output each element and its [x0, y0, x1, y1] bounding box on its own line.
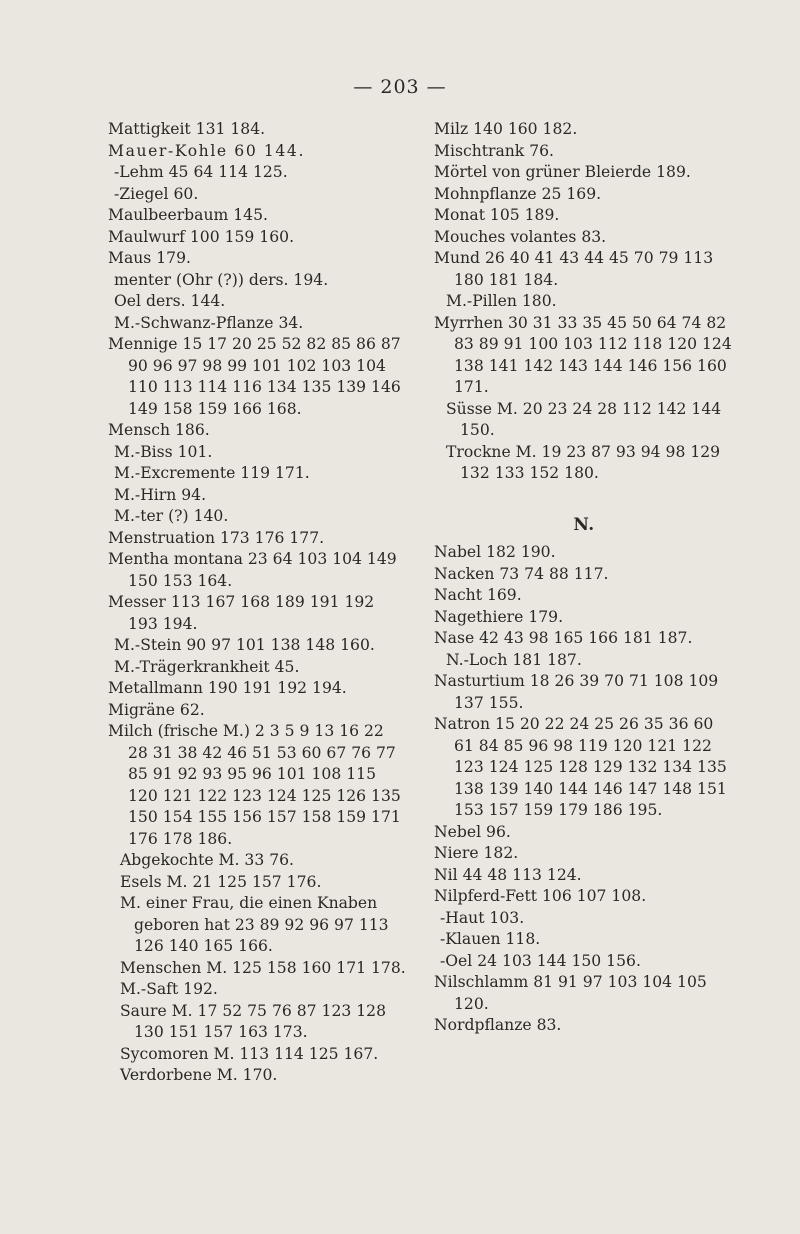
- index-entry: Mennige 15 17 20 25 52 82 85 86 87 90 96 97 98 99 101 102 103 104 110 113 114 116 134 135 139 146 149 158 159 166 168.: [108, 335, 401, 418]
- index-entry: Trockne M. 19 23 87 93 94 98 129 132 133 152 180.: [446, 442, 721, 482]
- index-entry: M.-Trägerkrankheit 45.: [114, 657, 300, 676]
- index-entry: Nacht 169.: [434, 586, 522, 604]
- index-entry: M.-Hirn 94.: [114, 485, 207, 504]
- index-entry: Oel ders. 144.: [114, 292, 226, 310]
- index-entry: -Klauen 118.: [440, 930, 541, 948]
- index-entry: M.-Biss 101.: [114, 442, 213, 461]
- index-entry: Monat 105 189.: [434, 206, 560, 224]
- index-entry: -Ziegel 60.: [114, 184, 199, 203]
- index-entry: Milch (frische M.) 2 3 5 9 13 16 22 28 31 38 42 46 51 53 60 67 76 77 85 91 92 93 95 96 101 108 115 120 121 122 123 124 125 126 135 150 154 155 156 157 158 159 171 176 178 186.: [108, 722, 401, 848]
- index-entry: M.-Stein 90 97 101 138 148 160.: [114, 636, 375, 654]
- index-entry: Maus 179.: [108, 249, 191, 267]
- index-entry: -Lehm 45 64 114 125.: [114, 163, 288, 181]
- index-entry: Niere 182.: [434, 844, 519, 862]
- index-entry: Mischtrank 76.: [434, 141, 554, 160]
- index-entry: Nagethiere 179.: [434, 607, 564, 626]
- index-entry: M.-Schwanz-Pflanze 34.: [114, 313, 304, 332]
- index-entry: Mörtel von grüner Bleierde 189.: [434, 163, 691, 181]
- index-entry: Nasturtium 18 26 39 70 71 108 109 137 155.: [434, 672, 719, 712]
- index-entry: -Oel 24 103 144 150 156.: [440, 951, 641, 970]
- index-entry: Menschen M. 125 158 160 171 178.: [120, 958, 406, 977]
- index-entry: -Haut 103.: [440, 908, 525, 927]
- left-index-column: [108, 119, 406, 1087]
- index-entry: M. einer Frau, die einen Knaben geboren hat 23 89 92 96 97 113 126 140 165 166.: [120, 894, 389, 955]
- index-entry: Süsse M. 20 23 24 28 112 142 144 150.: [446, 399, 722, 439]
- m-entries: [434, 119, 734, 485]
- index-entry: M.-Saft 192.: [120, 980, 218, 998]
- index-entry: Mauer-Kohle 60 144.: [108, 141, 306, 160]
- index-entry: Nebel 96.: [434, 822, 511, 841]
- index-entry: Mohnpflanze 25 169.: [434, 184, 602, 203]
- index-entry: Esels M. 21 125 157 176.: [120, 872, 322, 891]
- index-entry: Nabel 182 190.: [434, 543, 556, 561]
- index-entry: Verdorbene M. 170.: [120, 1066, 278, 1084]
- index-entry: Nil 44 48 113 124.: [434, 865, 582, 884]
- index-entry: Mattigkeit 131 184.: [108, 120, 266, 138]
- index-entry: Messer 113 167 168 189 191 192 193 194.: [108, 593, 375, 633]
- index-entry: menter (Ohr (?)) ders. 194.: [114, 270, 329, 289]
- index-entry: Maulwurf 100 159 160.: [108, 227, 295, 246]
- index-entry: Nacken 73 74 88 117.: [434, 564, 609, 583]
- index-entry: Mund 26 40 41 43 44 45 70 79 113 180 181 184.: [434, 249, 714, 289]
- index-entry: Mouches volantes 83.: [434, 227, 607, 246]
- index-entry: Maulbeerbaum 145.: [108, 206, 268, 224]
- n-entries: [434, 542, 734, 1037]
- index-entry: Mentha montana 23 64 103 104 149 150 153 164.: [108, 550, 397, 590]
- index-entry: Abgekochte M. 33 76.: [120, 851, 294, 869]
- page-number: — 203 —: [353, 76, 447, 98]
- index-entry: Saure M. 17 52 75 76 87 123 128 130 151 157 163 173.: [120, 1001, 387, 1041]
- index-entry: Nilschlamm 81 91 97 103 104 105 120.: [434, 973, 707, 1013]
- index-entry: Milz 140 160 182.: [434, 120, 578, 138]
- index-entry: Metallmann 190 191 192 194.: [108, 679, 347, 697]
- index-entry: M.-Excremente 119 171.: [114, 464, 310, 482]
- index-entry: Nilpferd-Fett 106 107 108.: [434, 887, 647, 905]
- right-index-column: [434, 119, 734, 1037]
- index-entry: M.-Pillen 180.: [446, 292, 557, 310]
- section-heading-n: N.: [573, 514, 595, 535]
- index-entry: Natron 15 20 22 24 25 26 35 36 60 61 84 85 96 98 119 120 121 122 123 124 125 128 129 132 134 135 138 139 140 144 146 147 148 151 153 157 159 179 186 195.: [434, 715, 727, 819]
- index-entry: Nordpflanze 83.: [434, 1016, 562, 1034]
- index-entry: Myrrhen 30 31 33 35 45 50 64 74 82 83 89 91 100 103 112 118 120 124 138 141 142 143 144 146 156 160 171.: [434, 313, 732, 396]
- index-entry: M.-ter (?) 140.: [114, 507, 229, 525]
- index-entry: N.-Loch 181 187.: [446, 650, 582, 669]
- index-entry: Sycomoren M. 113 114 125 167.: [120, 1044, 379, 1063]
- index-entry: Menstruation 173 176 177.: [108, 528, 325, 547]
- index-entry: Mensch 186.: [108, 421, 210, 439]
- index-entry: Nase 42 43 98 165 166 181 187.: [434, 629, 693, 647]
- index-entry: Migräne 62.: [108, 700, 205, 719]
